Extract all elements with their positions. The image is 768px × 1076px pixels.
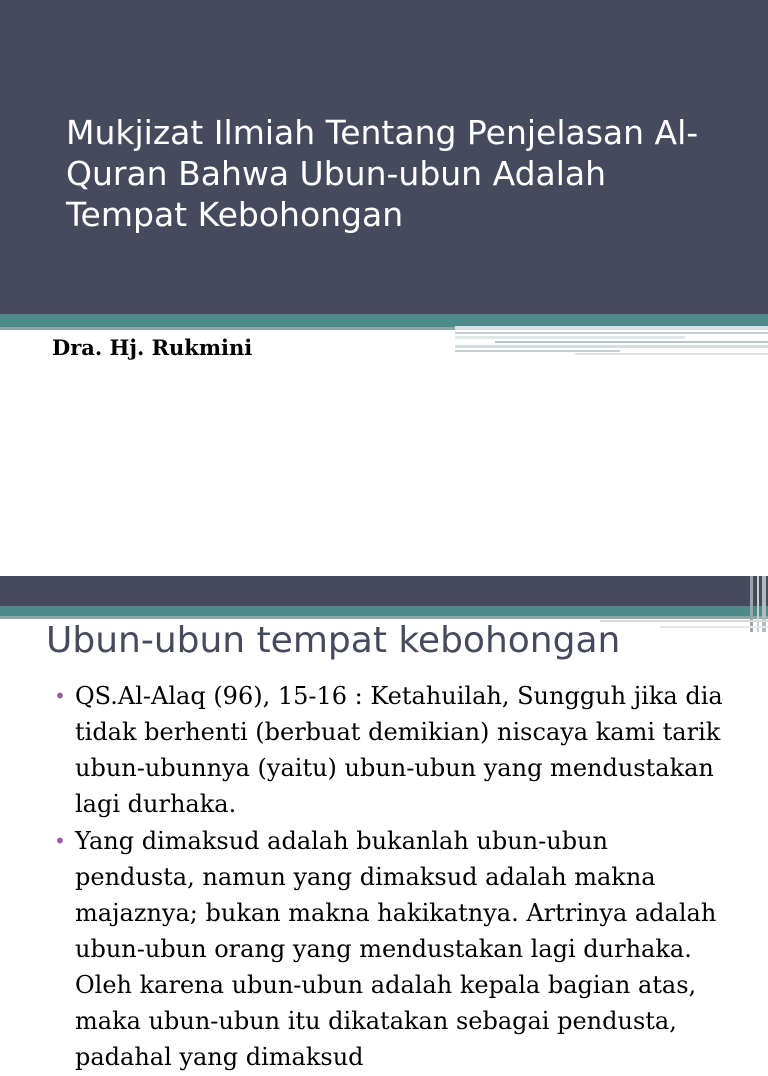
bullet-item (54, 678, 734, 822)
content-slide-title: Ubun-ubun tempat kebohongan (46, 620, 621, 661)
bullet-dot-icon: • (54, 829, 66, 853)
bullet-item (54, 823, 734, 1075)
bullet-text: QS.Al-Alaq (96), 15-16 : Ketahuilah, Sungguh jika dia tidak berhenti (berbuat demikian) niscaya kami tarik ubun-ubunnya (yaitu) ubun-ubun yang mendustakan lagi durhaka. (75, 682, 723, 818)
bullet-dot-icon: • (54, 684, 66, 708)
content-slide (0, 576, 768, 1071)
bullet-list (54, 678, 734, 1076)
title-slide-title: Mukjizat Ilmiah Tentang Penjelasan Al-Quran Bahwa Ubun-ubun Adalah Tempat Kebohongan (66, 113, 699, 234)
title-slide-author: Dra. Hj. Rukmini (52, 335, 253, 360)
title-slide-decorative-lines (455, 326, 768, 356)
bullet-text: Yang dimaksud adalah bukanlah ubun-ubun pendusta, namun yang dimaksud adalah makna majaznya; bukan makna hakikatnya. Artrinya adalah ubun-ubun orang yang mendustakan lagi durhaka. Oleh karena ubun-ubun adalah kepala bagian atas, maka ubun-ubun itu dikatakan sebagai pendusta, padahal yang dimaksud (75, 827, 717, 1071)
content-slide-decorative-lines (600, 576, 768, 632)
